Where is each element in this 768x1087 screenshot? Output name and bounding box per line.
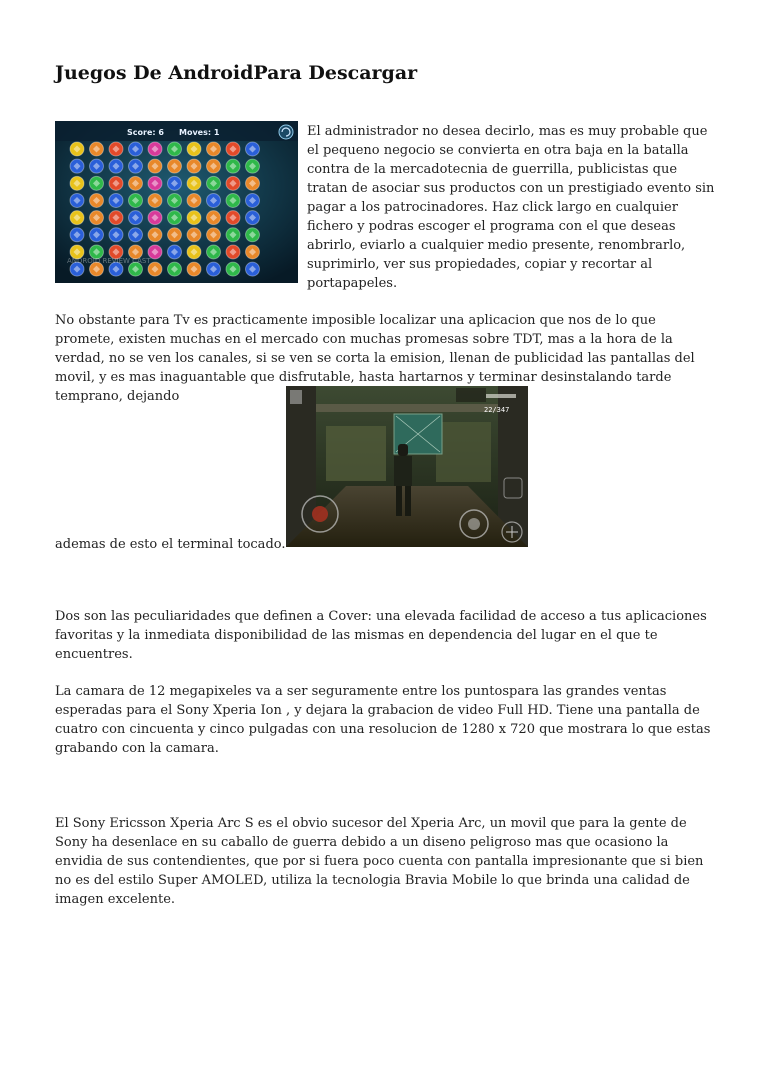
shooter-game-screenshot: [286, 386, 528, 547]
ammo-counter: 22/347: [484, 406, 510, 414]
paragraph-xperia-ion-camera: La camara de 12 megapixeles va a ser seguramente entre los puntospara las grandes ventas esperadas para el Sony Xperia Ion , y dejara la grabacion de video Full HD. Tiene una pantalla de cuatro con cincuenta y cinco pulgadas con una resolucion de 1280 x 720 que mostrara lo que estas grabando con la camara.: [55, 684, 711, 756]
score-label: Score: 6: [127, 128, 164, 137]
paragraph-xperia-arc-s: El Sony Ericsson Xperia Arc S es el obvio sucesor del Xperia Arc, un movil que para la gente de Sony ha desenlace en su caballo de guerra debido a un diseno peligroso mas que ocasiono la envidia de sus contendientes, que por si fuera poco cuenta con pantalla impresionante que si bien no es del estilo Super AMOLED, utiliza la tecnologia Bravia Mobile lo que brinda una calidad de imagen excelente.: [55, 816, 704, 907]
paragraph-tv-apps-tail: ademas de esto el terminal tocado.: [55, 537, 286, 552]
refresh-icon: [279, 125, 293, 139]
pause-icon: [290, 390, 302, 404]
paragraph-administrator: El administrador no desea decirlo, mas es muy probable que el pequeno negocio se convierta en otra baja en la batalla contra de la mercadotecnia de guerrilla, publicistas que tratan de asociar sus productos con un prestigiado evento sin pagar a los patrocinadores. Haz click largo en cualquier fichero y podras escoger el programa con el que deseas abrirlo, eviarlo a cualquier medio presente, renombrarlo, suprimirlo, ver sus propiedades, copiar y recortar al portapapeles.: [307, 124, 715, 291]
page-title: Juegos De AndroidPara Descargar: [55, 62, 418, 84]
puzzle-game-screenshot: [55, 121, 298, 283]
moves-label: Moves: 1: [179, 128, 220, 137]
puzzle-game-art: [55, 121, 298, 283]
paragraph-tv-apps: No obstante para Tv es practicamente imposible localizar una aplicacion que nos de lo que promete, existen muchas en el mercado con muchas promesas sobre TDT, mas a la hora de la verdad, no se ven los canales, si se ven se corta la emision, llenan de publicidad las pantallas del movil, y es mas inaguantable que disfrutable, hasta hartarnos y terminar desinstalando tarde temprano, dejando: [55, 313, 695, 404]
shooter-game-art: [286, 386, 528, 547]
watermark-text: ANDROID REVIEW CAST: [67, 257, 151, 265]
paragraph-cover: Dos son las peculiaridades que definen a Cover: una elevada facilidad de acceso a tus aplicaciones favoritas y la inmediata disponibilidad de las mismas en dependencia del lugar en el que te encuentres.: [55, 609, 707, 662]
